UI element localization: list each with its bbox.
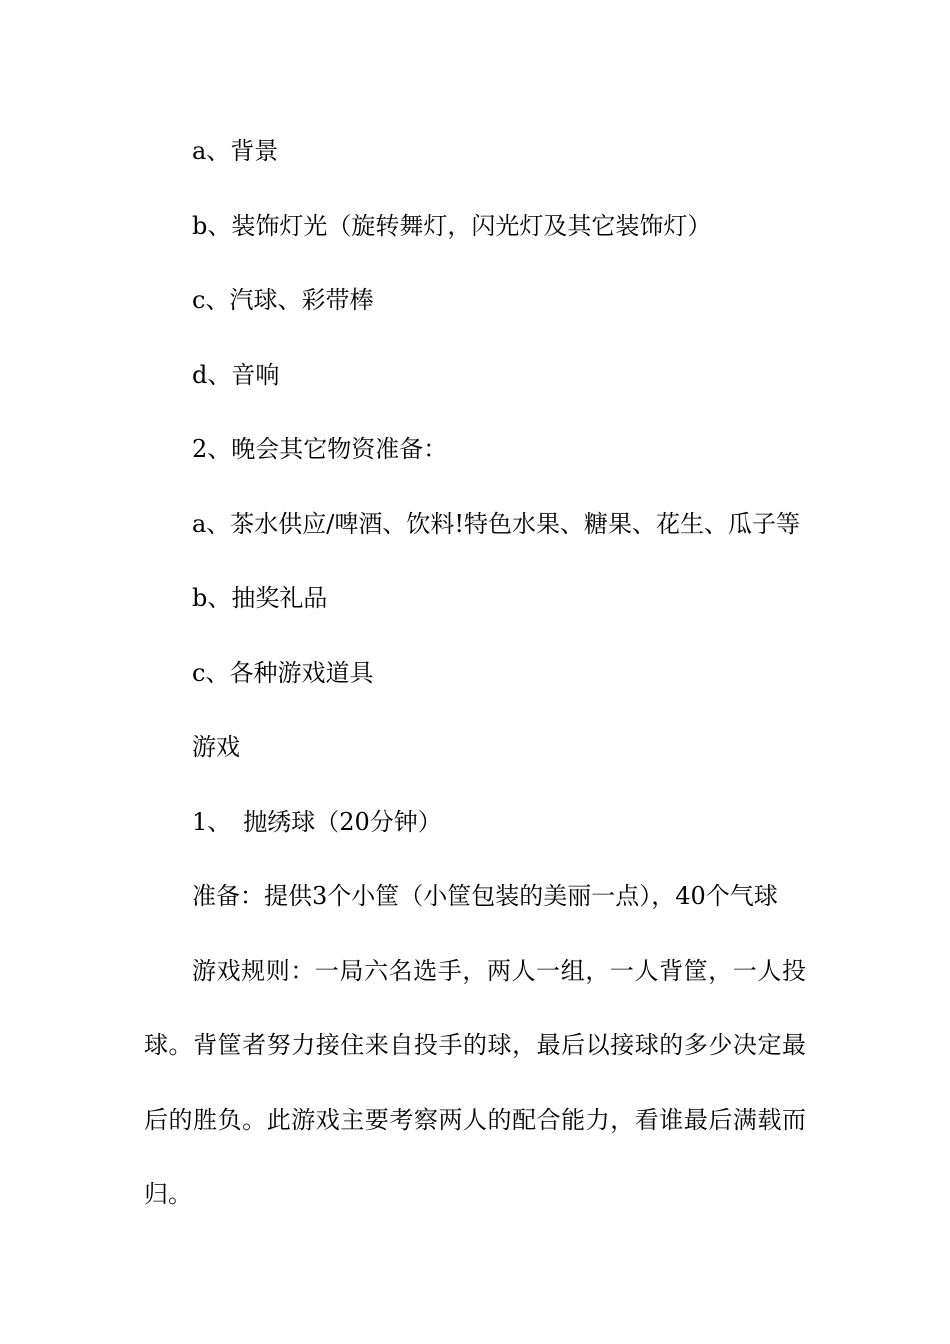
list-item-game-props: c、各种游戏道具 [192,658,374,687]
list-item-prizes: b、抽奖礼品 [192,584,328,612]
game-rules-paragraph: 游戏规则：一局六名选手，两人一组，一人背筐，一人投球。背筐者努力接住来自投手的球，最后以接球的多少决定最后的胜负。此游戏主要考察两人的配合能力，看谁最后满载而归。 [144,956,806,1208]
game-title: 1、 抛绣球（20分钟） [192,807,442,836]
list-item-audio: d、音响 [192,360,280,389]
list-item-background: a、背景 [192,137,279,165]
section-heading-games: 游戏 [192,733,240,761]
list-item-refreshments: a、茶水供应/啤酒、饮料!特色水果、糖果、花生、瓜子等 [192,509,801,538]
list-item-decorative-lights: b、装饰灯光（旋转舞灯，闪光灯及其它装饰灯） [192,211,712,240]
document-body [144,133,806,1232]
section-heading-other-supplies: 2、晚会其它物资准备： [192,435,448,463]
list-item-balloons: c、汽球、彩带棒 [192,286,374,314]
game-preparation: 准备：提供3个小筐（小筐包装的美丽一点），40个气球 [192,882,778,910]
